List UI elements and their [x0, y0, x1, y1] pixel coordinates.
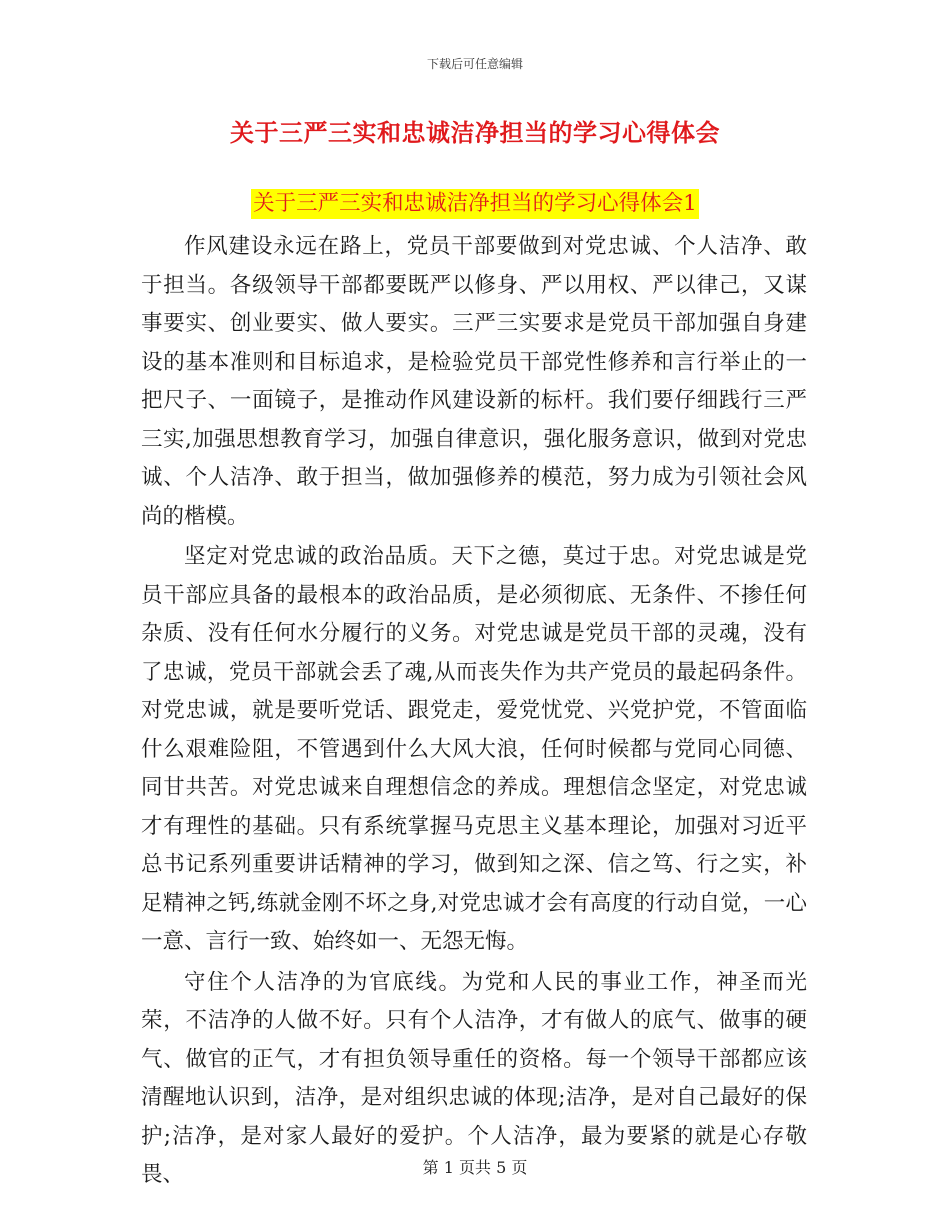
body-paragraph: 坚定对党忠诚的政治品质。天下之德，莫过于忠。对党忠诚是党员干部应具备的最根本的政治品质，是必须彻底、无条件、不掺任何杂质、没有任何水分履行的义务。对党忠诚是党员干部的灵魂，没有了忠诚，党员干部就会丢了魂,从而丧失作为共产党员的最起码条件。对党忠诚，就是要听党话、跟党走，爱党忧党、兴党护党，不管面临什么艰难险阻，不管遇到什么大风大浪，任何时候都与党同心同德、同甘共苦。对党忠诚来自理想信念的养成。理想信念坚定，对党忠诚才有理性的基础。只有系统掌握马克思主义基本理论，加强对习近平总书记系列重要讲话精神的学习，做到知之深、信之笃、行之实，补足精神之钙,练就金刚不坏之身,对党忠诚才会有高度的行动自觉，一心一意、言行一致、始终如一、无怨无悔。: [141, 544, 807, 954]
body-paragraph: 作风建设永远在路上，党员干部要做到对党忠诚、个人洁净、敢于担当。各级领导干部都要既严以修身、严以用权、严以律己，又谋事要实、创业要实、做人要实。三严三实要求是党员干部加强自身建设的基本准则和目标追求，是检验党员干部党性修养和言行举止的一把尺子、一面镜子，是推动作风建设新的标杆。我们要仔细践行三严三实,加强思想教育学习，加强自律意识，强化服务意识，做到对党忠诚、个人洁净、敢于担当，做加强修养的模范，努力成为引领社会风尚的楷模。: [141, 234, 807, 529]
section-heading-container: [0, 189, 950, 219]
page-number-footer: 第 1 页共 5 页: [422, 1158, 528, 1177]
document-body: [141, 228, 807, 1195]
section-heading: 关于三严三实和忠诚洁净担当的学习心得体会1: [251, 189, 699, 219]
body-paragraph: 守住个人洁净的为官底线。为党和人民的事业工作，神圣而光荣，不洁净的人做不好。只有个人洁净，才有做人的底气、做事的硬气、做官的正气，才有担负领导重任的资格。每一个领导干部都应该清醒地认识到，洁净，是对组织忠诚的体现;洁净，是对自己最好的保护;洁净，是对家人最好的爱护。个人洁净，最为要紧的就是心存敬畏、: [141, 969, 807, 1187]
page-header-note: 下载后可任意编辑: [426, 57, 523, 71]
document-title: 关于三严三实和忠诚洁净担当的学习心得体会: [230, 118, 720, 147]
